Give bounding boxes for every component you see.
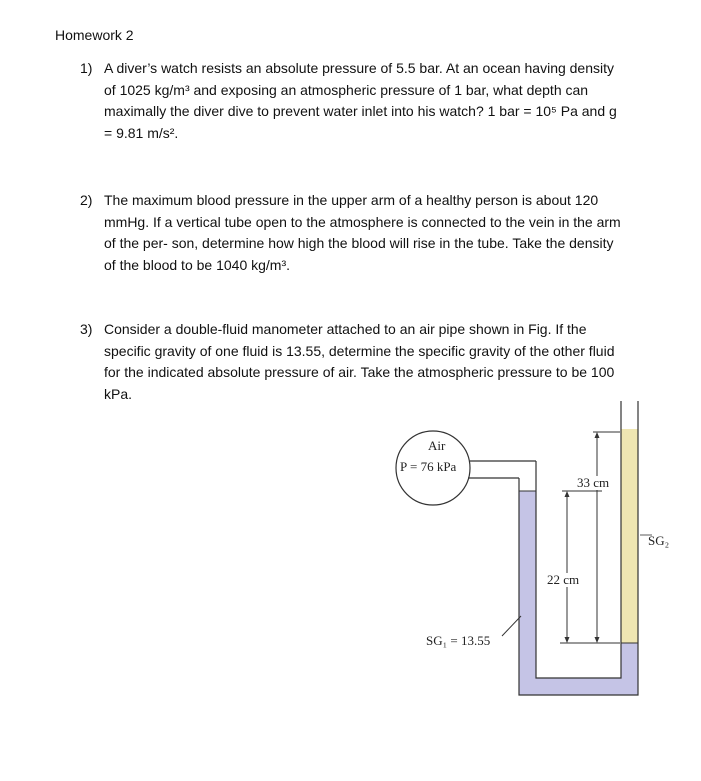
problem-3-number: 3) [80,321,93,337]
problem-3-text: Consider a double-fluid manometer attached to an air pipe shown in Fig. If the specific gravity of one fluid is 13.55, determine the specific gravity of the other fluid for the indicated absolute pressure of air. Take the atmospheric pressure to be 100 kPa. [104,321,615,402]
dimension-22-arrow-up [565,491,570,497]
sg1-label: SG₁ = 13.55 [426,633,491,648]
homework-title: Homework 2 [55,27,134,43]
dimension-22-arrow-down [565,637,570,643]
height-33-label: 33 cm [577,475,610,490]
problem-1-text: A diver’s watch resists an absolute pressure of 5.5 bar. At an ocean having density of 1025 kg/m³ and exposing an atmospheric pressure of 1 bar, what depth can maximally the diver dive to prevent water inlet into his watch? 1 bar = 10⁵ Pa and g = 9.81 m/s². [104,60,617,141]
problem-1-number: 1) [80,60,93,76]
u-tube-outer [519,401,638,695]
u-tube-inner [536,401,621,678]
sg1-leader-line [502,616,521,636]
fluid-2-region [621,429,638,643]
air-label: Air [428,438,446,453]
sg2-label: SG₂ [648,533,670,548]
problem-2-number: 2) [80,192,93,208]
problem-2-text: The maximum blood pressure in the upper arm of a healthy person is about 120 mmHg. If a vertical tube open to the atmosphere is connected to the vein in the arm of the per- son, determine how high the blood will rise in the tube. Take the density of the blood to be 1040 kg/m³. [104,192,621,273]
fluid-1-region [519,491,638,695]
pressure-label: P = 76 kPa [400,459,457,474]
height-22-label: 22 cm [547,572,580,587]
dimension-33-arrow-up [595,432,600,438]
dimension-33-arrow-down [595,637,600,643]
